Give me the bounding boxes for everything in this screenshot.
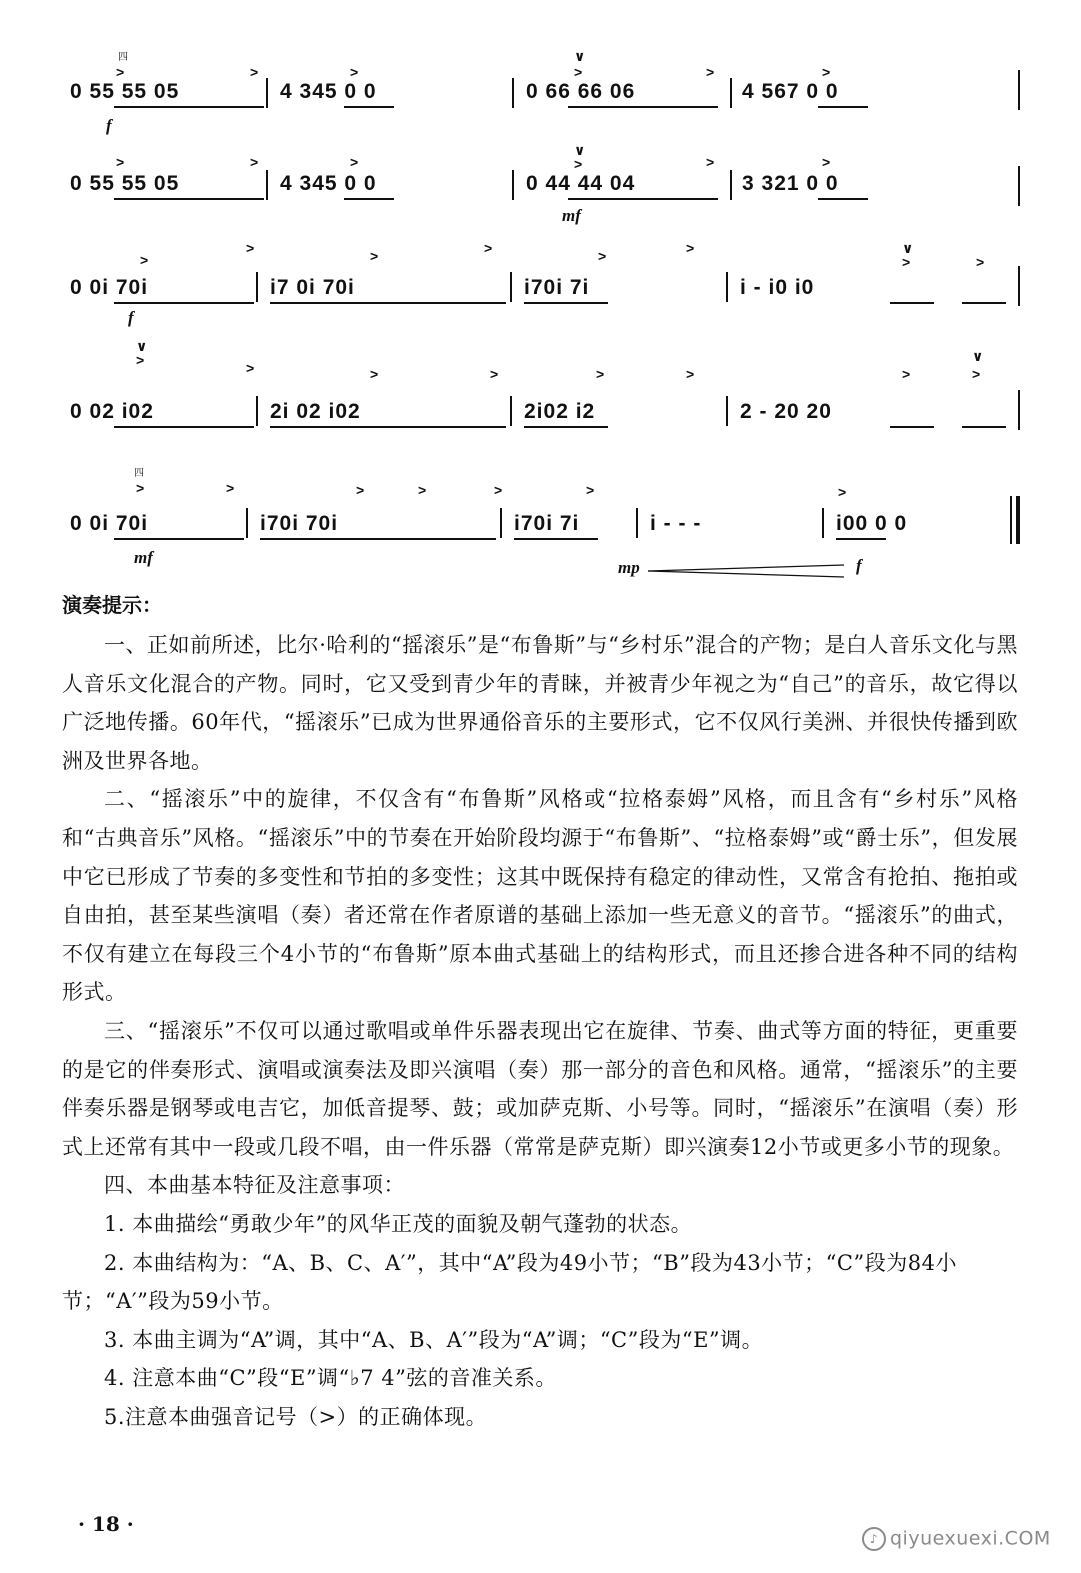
accent-mark: >: [136, 352, 145, 368]
accent-mark: >: [246, 360, 255, 376]
beam: [344, 198, 394, 200]
beam: [270, 426, 506, 428]
final-barline: [1010, 496, 1012, 544]
barline: [726, 272, 728, 302]
accent-mark: >: [902, 254, 911, 270]
beam: [114, 198, 264, 200]
beam: [260, 538, 496, 540]
beam: [344, 106, 394, 108]
watermark-logo-icon: ♪: [862, 1527, 886, 1551]
beam: [818, 198, 868, 200]
measure: 2i02 i2: [524, 400, 596, 423]
barline: [1018, 166, 1020, 206]
beam: [962, 426, 1006, 428]
measure: i - - -: [650, 512, 702, 535]
barline: [266, 170, 268, 200]
performance-notes: [62, 590, 1018, 1436]
accent-mark: ∨: [972, 348, 984, 364]
accent-mark: >: [586, 482, 595, 498]
paragraph-2: 二、“摇滚乐”中的旋律，不仅含有“布鲁斯”风格或“拉格泰姆”风格，而且含有“乡村乐”风格和“古典音乐”风格。“摇滚乐”中的节奏在开始阶段均源于“布鲁斯”、“拉格泰姆”或“爵士乐”，但发展中它已形成了节奏的多变性和节拍的多变性；这其中既保持有稳定的律动性，又常含有抢拍、拖拍或自由拍，甚至某些演唱（奏）者还常在作者原谱的基础上添加一些无意义的音节。“摇滚乐”的曲式，不仅有建立在每段三个4小节的“布鲁斯”原本曲式基础上的结构形式，而且还掺合进各种不同的结构形式。: [62, 787, 1018, 1005]
accent-mark: >: [686, 240, 695, 256]
accent-mark: >: [370, 248, 379, 264]
paragraph-3: 三、“摇滚乐”不仅可以通过歌唱或单件乐器表现出它在旋律、节奏、曲式等方面的特征，更重要的是它的伴奏形式、演唱或演奏法及即兴演唱（奏）那一部分的音色和风格。通常，“摇滚乐”的主要伴奏乐器是钢琴或电吉它，加低音提琴、鼓；或加萨克斯、小号等。同时，“摇滚乐”在演唱（奏）形式上还常有其中一段或几段不唱，由一件乐器（常常是萨克斯）即兴演奏12小节或更多小节的现象。: [62, 1018, 1018, 1159]
measure: 4 345 0 0: [280, 80, 377, 103]
accent-mark: >: [822, 64, 831, 80]
accent-mark: >: [574, 64, 583, 80]
accent-mark: >: [706, 154, 715, 170]
list-item: 2. 本曲结构为：“A、B、C、A′”，其中“A”段为49小节；“B”段为43小节；“C”段为84小节；“A′”段为59小节。: [62, 1250, 957, 1314]
watermark-text: qiyuexuexi.COM: [890, 1527, 1051, 1550]
accent-mark: >: [596, 366, 605, 382]
accent-mark: >: [686, 366, 695, 382]
measure: 4 567 0 0: [742, 80, 839, 103]
accent-mark: >: [226, 480, 235, 496]
measure: 0 55 55 05: [70, 172, 180, 195]
measure: 2 - 20 20: [740, 400, 832, 423]
beam: [890, 426, 934, 428]
accent-mark: >: [350, 154, 359, 170]
paragraph-1: 一、正如前所述，比尔·哈利的“摇滚乐”是“布鲁斯”与“乡村乐”混合的产物；是白人音乐文化与黑人音乐文化混合的产物。同时，它又受到青少年的青睐，并被青少年视之为“自己”的音乐，故它得以广泛地传播。60年代，“摇滚乐”已成为世界通俗音乐的主要形式，它不仅风行美洲、并很快传播到欧洲及世界各地。: [62, 633, 1018, 773]
beam: [114, 538, 244, 540]
accent-mark: >: [972, 366, 981, 382]
music-score: [0, 0, 1081, 590]
measure: 3 321 0 0: [742, 172, 839, 195]
beam: [818, 106, 868, 108]
accent-mark: >: [136, 480, 145, 496]
score-row-5: [0, 460, 1081, 577]
accent-mark: >: [574, 156, 583, 172]
measure: 0 66 66 06: [526, 80, 636, 103]
beam: [962, 302, 1006, 304]
list-item: 3. 本曲主调为“A”调，其中“A、B、A′”段为“A”调；“C”段为“E”调。: [104, 1327, 764, 1352]
accent-mark: >: [350, 64, 359, 80]
measure: 0 0i 70i: [70, 276, 149, 299]
score-row-4: [0, 338, 1081, 438]
measure: 0 44 44 04: [526, 172, 636, 195]
measure: i00 0 0: [836, 512, 908, 535]
barline: [512, 78, 514, 108]
accent-mark: >: [356, 482, 365, 498]
barline: [822, 508, 824, 538]
accent-mark: ∨: [574, 48, 586, 64]
list-item: 1. 本曲描绘“勇敢少年”的风华正茂的面貌及朝气蓬勃的状态。: [104, 1211, 693, 1236]
measure: i70i 70i: [260, 512, 339, 535]
dynamic-mark: f: [856, 556, 862, 575]
page-number: · 18 ·: [78, 1512, 134, 1536]
beam: [114, 302, 254, 304]
list-item: 4. 注意本曲“C”段“E”调“♭7 4”弦的音准关系。: [104, 1366, 557, 1391]
accent-mark: >: [246, 240, 255, 256]
barline: [256, 272, 258, 302]
watermark: [862, 1527, 1051, 1551]
measure: 0 55 55 05: [70, 80, 180, 103]
accent-mark: >: [418, 482, 427, 498]
barline: [730, 78, 732, 108]
measure: 4 345 0 0: [280, 172, 377, 195]
accent-mark: >: [250, 154, 259, 170]
dynamic-mark: mf: [134, 548, 153, 567]
measure: 0 02 i02: [70, 400, 154, 423]
accent-mark: ∨: [136, 338, 148, 354]
accent-mark: >: [976, 254, 985, 270]
accent-mark: >: [838, 484, 847, 500]
accent-mark: >: [484, 240, 493, 256]
beam: [514, 538, 598, 540]
final-barline: [1016, 496, 1020, 544]
accent-mark: >: [490, 366, 499, 382]
barline: [500, 508, 502, 538]
barline: [1018, 266, 1020, 306]
beam: [568, 106, 718, 108]
barline: [266, 78, 268, 108]
measure: i - i0 i0: [740, 276, 815, 299]
accent-mark: ∨: [574, 142, 586, 158]
dynamic-mark: f: [128, 308, 134, 327]
accent-mark: ∨: [902, 240, 914, 256]
accent-mark: >: [706, 64, 715, 80]
barline: [730, 170, 732, 200]
accent-mark: >: [250, 64, 259, 80]
beam: [836, 538, 886, 540]
measure: i70i 7i: [524, 276, 590, 299]
accent-mark: >: [116, 154, 125, 170]
dynamic-mark: mf: [562, 206, 581, 225]
measure: 2i 02 i02: [270, 400, 361, 423]
beam: [270, 302, 506, 304]
dynamic-mark: f: [106, 116, 112, 135]
barline: [1018, 390, 1020, 430]
accent-mark: >: [370, 366, 379, 382]
accent-mark: >: [822, 154, 831, 170]
accent-mark: >: [902, 366, 911, 382]
beam: [524, 426, 608, 428]
accent-mark: >: [140, 252, 149, 268]
barline: [1018, 70, 1020, 110]
accent-mark: >: [494, 482, 503, 498]
notes-heading: 演奏提示：: [62, 593, 162, 617]
barline: [512, 170, 514, 200]
accent-mark: >: [598, 248, 607, 264]
barline: [726, 396, 728, 426]
beam: [114, 426, 254, 428]
beam: [890, 302, 934, 304]
list-item: 5.注意本曲强音记号（>）的正确体现。: [104, 1404, 488, 1429]
beam: [524, 302, 608, 304]
measure: 0 0i 70i: [70, 512, 149, 535]
barline: [256, 396, 258, 426]
barline: [636, 508, 638, 538]
dynamic-mark: mp: [618, 558, 640, 577]
measure: i7 0i 70i: [270, 276, 355, 299]
beam: [114, 106, 264, 108]
beam: [568, 198, 718, 200]
barline: [510, 396, 512, 426]
score-row-3: [0, 240, 1081, 340]
crescendo-hairpin: [648, 564, 848, 578]
string-mark: 四: [118, 52, 128, 63]
accent-mark: >: [116, 64, 125, 80]
string-mark: 四: [134, 468, 144, 479]
score-row-1: [0, 40, 1081, 140]
paragraph-4: 四、本曲基本特征及注意事项：: [104, 1173, 405, 1198]
measure: i70i 7i: [514, 512, 580, 535]
barline: [510, 272, 512, 302]
score-row-2: [0, 142, 1081, 242]
barline: [246, 508, 248, 538]
